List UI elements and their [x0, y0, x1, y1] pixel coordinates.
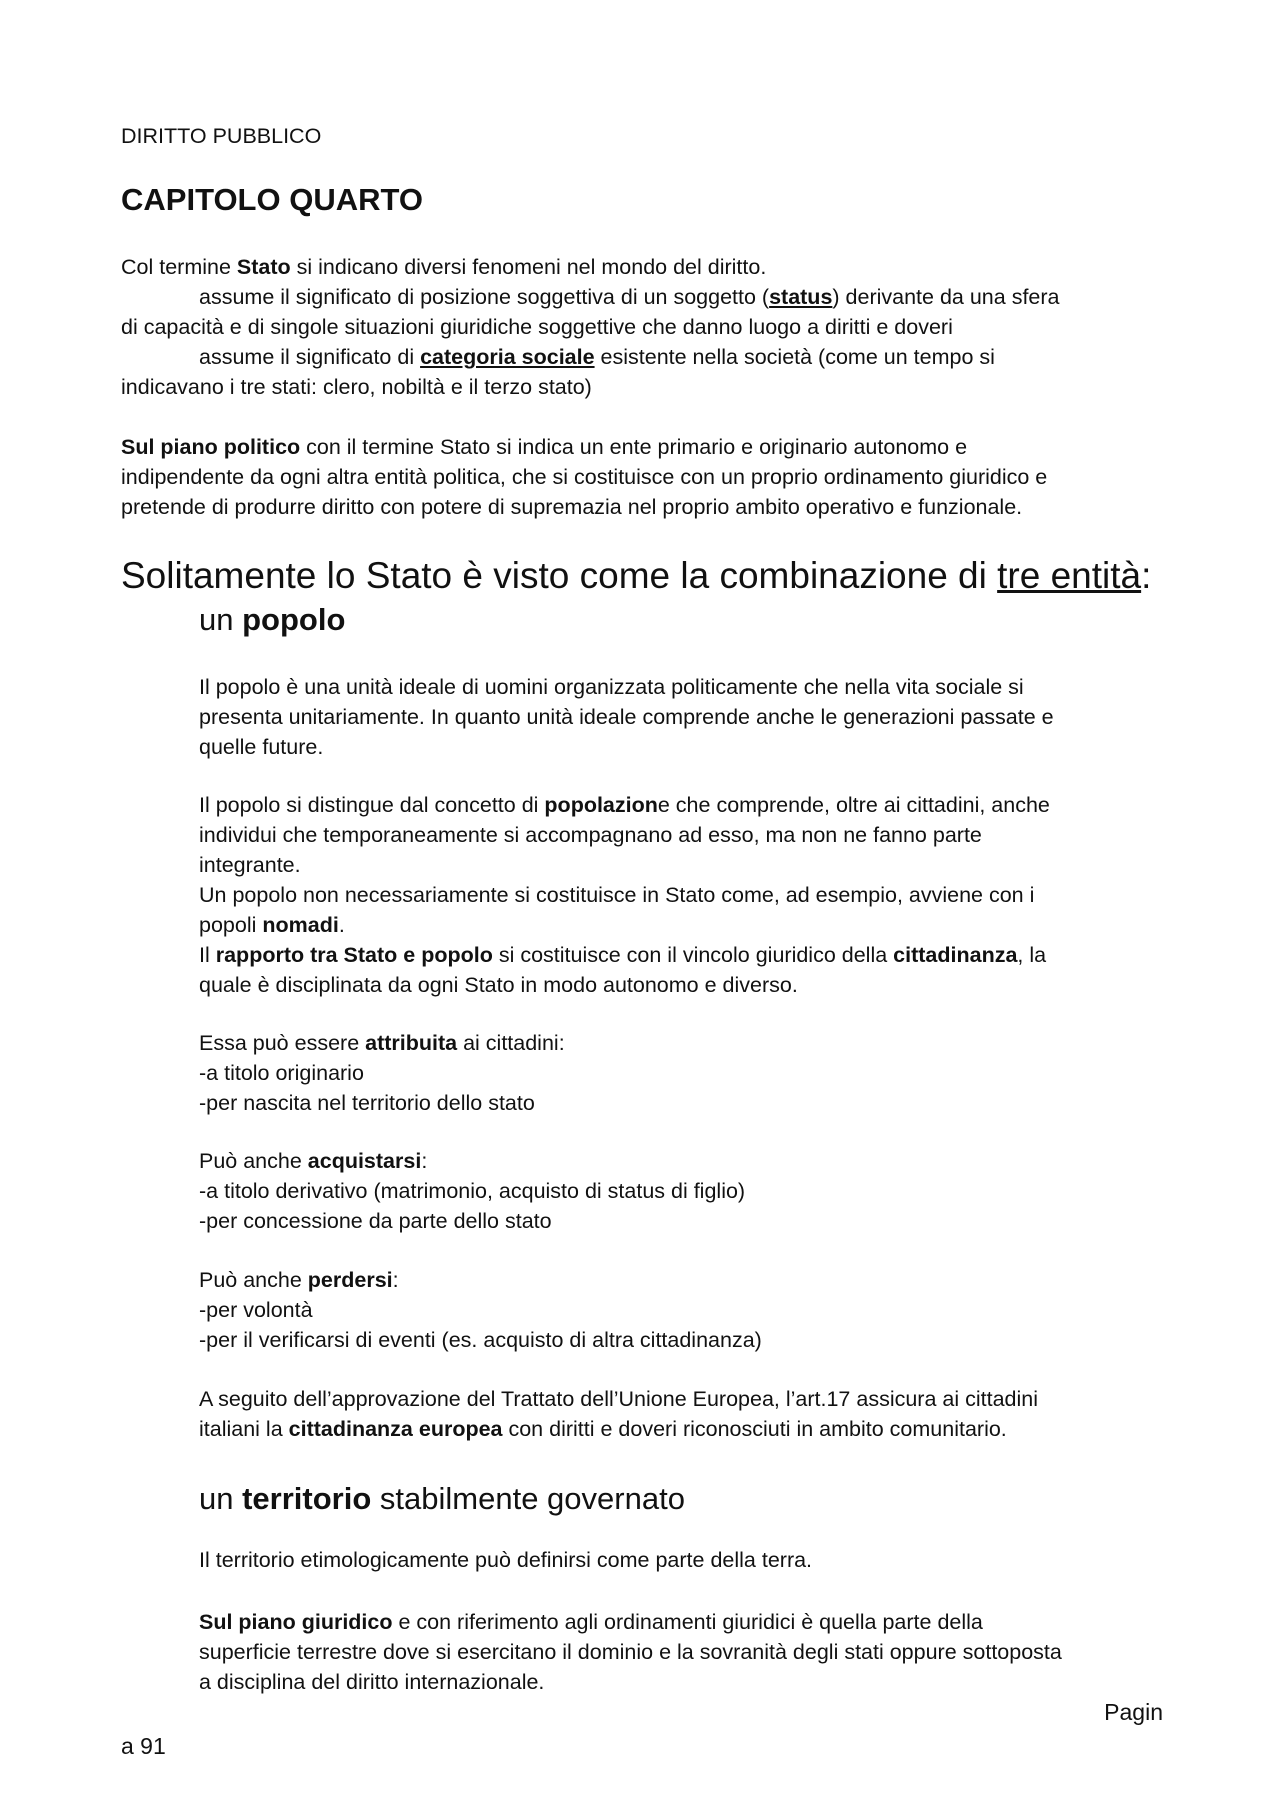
intro-meaning-category-cont: indicavano i tre stati: clero, nobiltà e il terzo stato) — [121, 375, 592, 399]
perdersi-list: Può anche perdersi: -per volontà -per il verificarsi di eventi (es. acquisto di altra cittadinanza) — [199, 1265, 762, 1355]
course-label: DIRITTO PUBBLICO — [121, 124, 322, 148]
acquistarsi-list: Può anche acquistarsi: -a titolo derivativo (matrimonio, acquisto di status di figlio) -per concessione da parte dello stato — [199, 1146, 745, 1236]
list-item: -per il verificarsi di eventi (es. acquisto di altra cittadinanza) — [199, 1328, 762, 1352]
list-item: -per concessione da parte dello stato — [199, 1209, 552, 1233]
intro-paragraph — [121, 252, 1060, 402]
territorio-definition: Il territorio etimologicamente può definirsi come parte della terra. — [199, 1548, 813, 1572]
popolo-definition: Il popolo è una unità ideale di uomini organizzata politicamente che nella vita sociale si presenta unitariamente. In quanto unità ideale comprende anche le generazioni passate e quelle future. — [199, 675, 1054, 759]
giuridico-paragraph: Sul piano giuridico e con riferimento agli ordinamenti giuridici è quella parte della superficie terrestre dove si esercitano il dominio e la sovranità degli stati oppure sottoposta a disciplina del diritto internazionale. — [199, 1610, 1062, 1694]
chapter-title: CAPITOLO QUARTO — [121, 182, 423, 217]
intro-meaning-status: assume il significato di posizione soggettiva di un soggetto (status) derivante da una sfera — [199, 285, 1060, 309]
list-item: -per volontà — [199, 1298, 313, 1322]
category-term: categoria sociale — [420, 345, 595, 369]
list-item: -a titolo derivativo (matrimonio, acquisto di status di figlio) — [199, 1179, 746, 1203]
popolazione-paragraph: Il popolo si distingue dal concetto di popolazione che comprende, oltre ai cittadini, anche individui che temporaneamente si accompagnano ad esso, ma non ne fanno parte integrante. Un popolo non necessariamente si costituisce in Stato come, ad esempio, avviene con i popoli nomadi. Il rapporto tra Stato e popolo si costituisce con il vincolo giuridico della cittadinanza, la quale è disciplinata da ogni Stato in modo autonomo e diverso. — [199, 793, 1050, 997]
eu-paragraph: A seguito dell’approvazione del Trattato dell’Unione Europea, l’art.17 assicura ai cittadini italiani la cittadinanza europea con diritti e doveri riconosciuti in ambito comunitario. — [199, 1387, 1039, 1441]
page-number-value: a 91 — [121, 1733, 166, 1759]
intro-meaning-status-cont: di capacità e di singole situazioni giuridiche soggettive che danno luogo a diritti e doveri — [121, 315, 953, 339]
intro-line: Col termine Stato si indicano diversi fenomeni nel mondo del diritto. — [121, 255, 767, 279]
status-term: status — [769, 285, 833, 309]
list-item: -per nascita nel territorio dello stato — [199, 1091, 535, 1115]
entities-heading: Solitamente lo Stato è visto come la combinazione di tre entità: — [121, 555, 1152, 596]
territorio-heading: un territorio stabilmente governato — [199, 1481, 685, 1516]
political-paragraph: Sul piano politico con il termine Stato si indica un ente primario e originario autonomo e indipendente da ogni altra entità politica, che si costituisce con un proprio ordinamento giuridico e pretende di produrre diritto con potere di supremazia nel proprio ambito operativo e funzionale. — [121, 435, 1048, 519]
popolo-heading: un popolo — [199, 602, 346, 637]
page-number-label: Pagin — [1104, 1699, 1163, 1725]
list-item: -a titolo originario — [199, 1061, 364, 1085]
attribuita-list: Essa può essere attribuita ai cittadini: -a titolo originario -per nascita nel territorio dello stato — [199, 1028, 565, 1118]
intro-meaning-category: assume il significato di categoria sociale esistente nella società (come un tempo si — [199, 345, 995, 369]
